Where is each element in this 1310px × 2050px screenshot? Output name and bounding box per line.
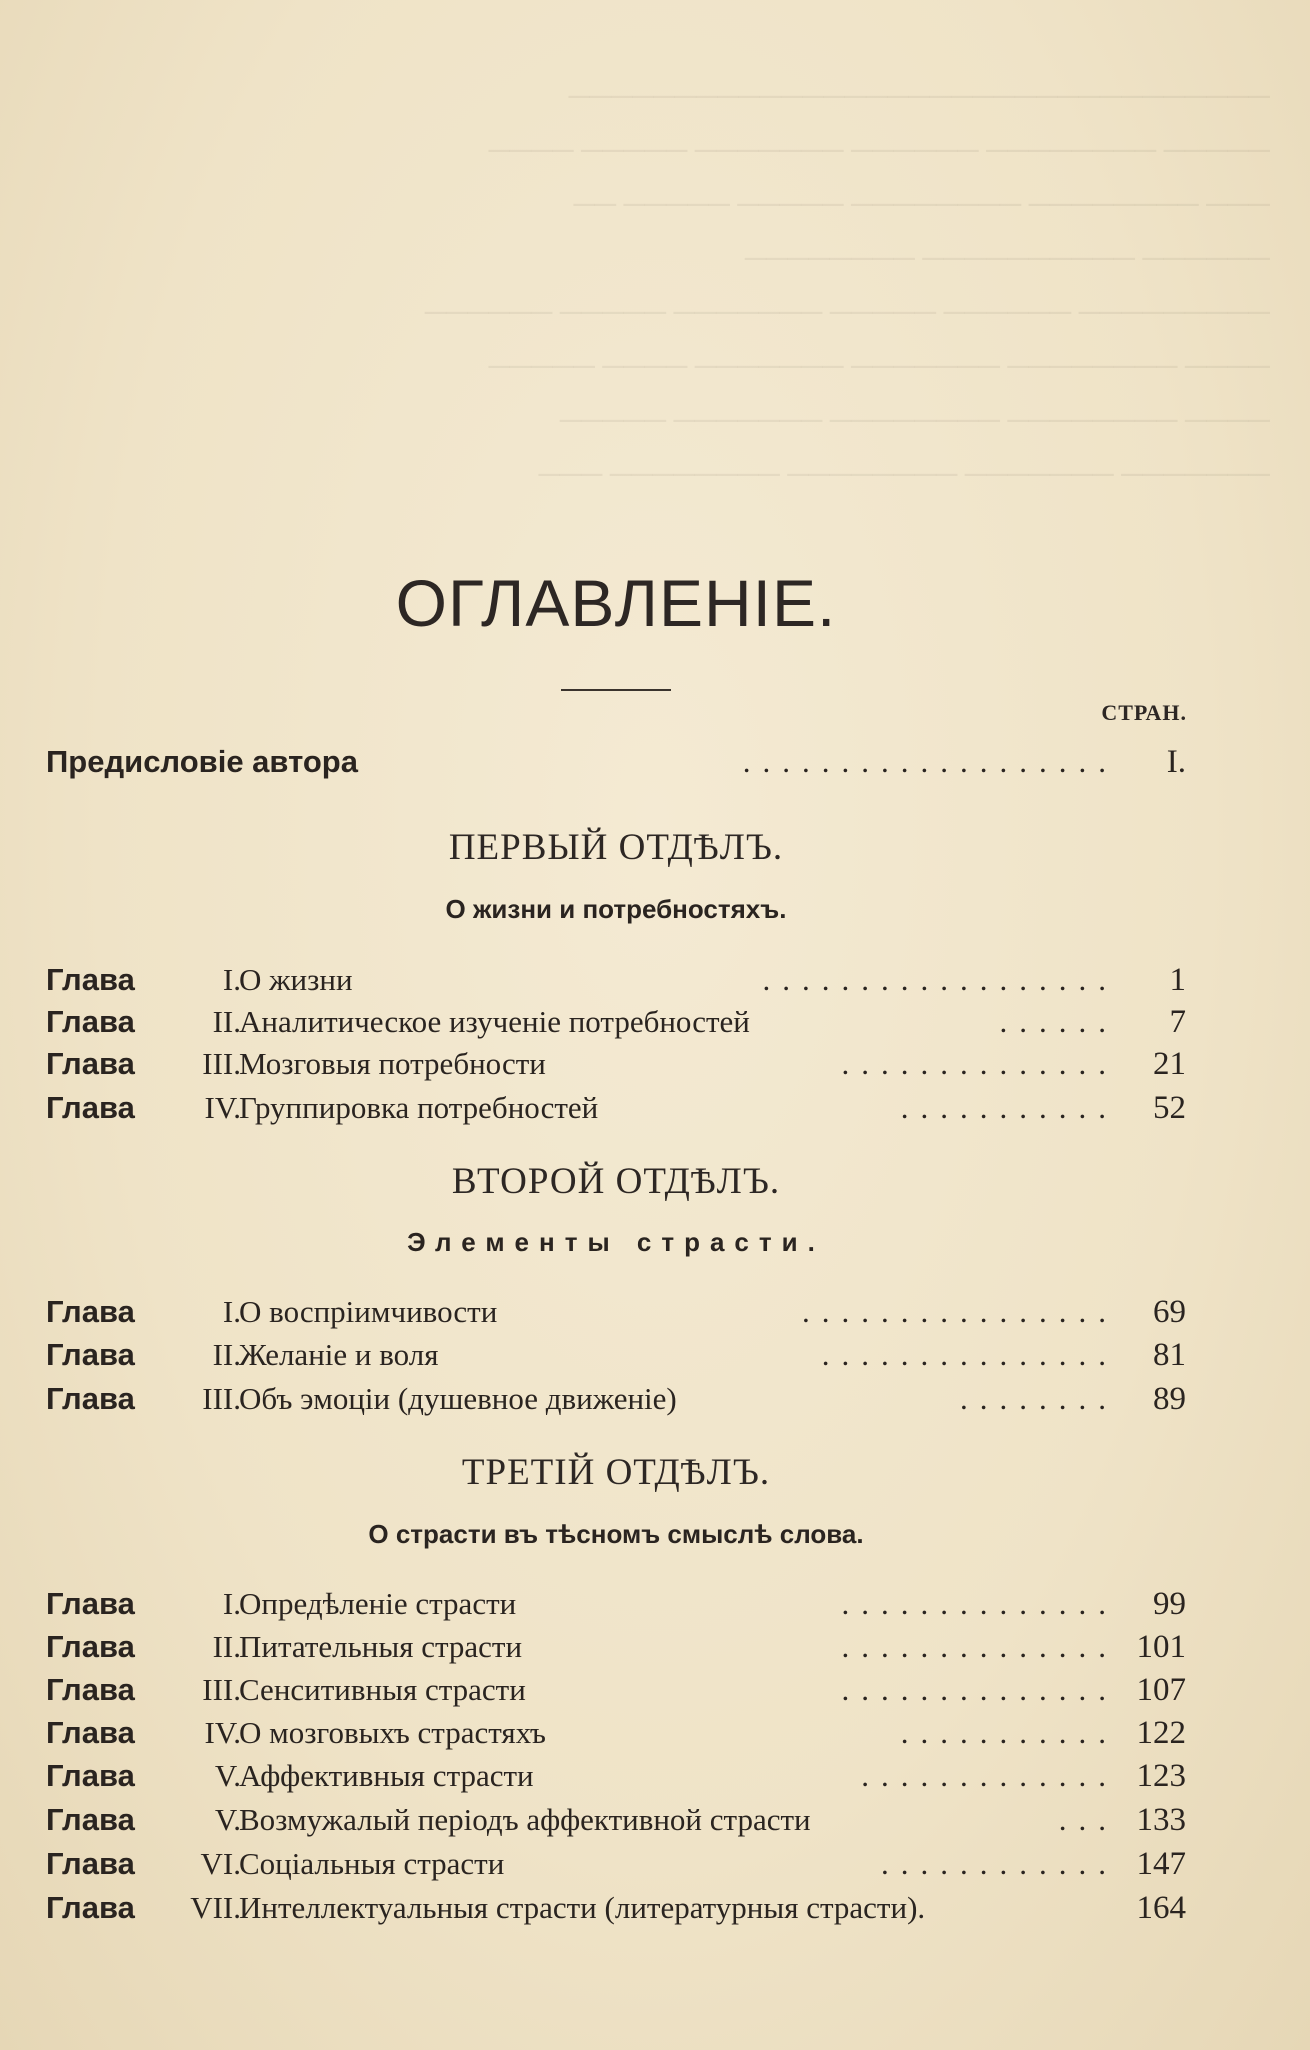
chapter-title: Сенситивныя страсти — [239, 1672, 526, 1707]
section-subtitle-3: О страсти въ тѣсномъ смыслѣ слова. — [368, 1519, 864, 1549]
section-heading-3: ТРЕТІЙ ОТДѢЛЪ. — [461, 1452, 771, 1493]
preface-label: Предисловіе автора — [46, 744, 358, 779]
chapter-title: Мозговыя потребности — [239, 1046, 546, 1081]
chapter-title: Соціальныя страсти — [239, 1846, 505, 1881]
chapter-number: V. — [214, 1802, 241, 1837]
toc-row[interactable] — [46, 1625, 1186, 1669]
toc-row[interactable] — [46, 1754, 1186, 1798]
section-heading-1: ПЕРВЫЙ ОТДѢЛЪ. — [448, 827, 784, 868]
chapter-title: Питательныя страсти — [239, 1629, 523, 1664]
section-subtitle-2: Элементы страсти. — [407, 1227, 825, 1257]
chapter-word: Глава — [46, 1672, 135, 1707]
preface-row[interactable] — [46, 740, 1186, 784]
chapter-word: Глава — [46, 1294, 135, 1329]
leader-dots: ............. — [861, 1758, 1118, 1793]
chapter-page: 52 — [1153, 1090, 1186, 1126]
chapter-title: Возмужалый періодъ аффективной страсти — [239, 1802, 811, 1837]
chapter-word: Глава — [46, 1758, 135, 1793]
chapter-title: Группировка потребностей — [239, 1090, 599, 1125]
toc-row[interactable] — [46, 1582, 1186, 1626]
toc-row[interactable] — [46, 1086, 1186, 1130]
chapter-page: 101 — [1136, 1629, 1186, 1665]
chapter-page: 21 — [1153, 1046, 1186, 1082]
chapter-word: Глава — [46, 1890, 135, 1925]
toc-row[interactable] — [46, 958, 1186, 1002]
chapter-page: 164 — [1136, 1890, 1186, 1926]
chapter-word: Глава — [46, 1586, 135, 1621]
chapter-page: 81 — [1153, 1337, 1186, 1373]
toc-row[interactable] — [46, 1042, 1186, 1086]
section-heading-2: ВТОРОЙ ОТДѢЛЪ. — [451, 1161, 781, 1202]
toc-row[interactable] — [46, 1000, 1186, 1044]
chapter-title: О мозговыхъ страстяхъ — [239, 1715, 546, 1750]
chapter-word: Глава — [46, 1381, 135, 1416]
leader-dots: .............. — [841, 1586, 1118, 1621]
chapter-page: 107 — [1136, 1672, 1186, 1708]
toc-row[interactable] — [46, 1886, 1186, 1930]
toc-row[interactable] — [46, 1290, 1186, 1334]
chapter-number: III. — [202, 1672, 241, 1707]
chapter-word: Глава — [46, 1846, 135, 1881]
chapter-number: I. — [222, 1586, 241, 1621]
chapter-word: Глава — [46, 962, 135, 997]
chapter-word: Глава — [46, 1337, 135, 1372]
leader-dots: ................ — [802, 1294, 1118, 1329]
chapter-title: Объ эмоціи (душевное движеніе) — [239, 1381, 677, 1416]
leader-dots: ... — [1058, 1802, 1118, 1837]
leader-dots: ............... — [821, 1337, 1118, 1372]
chapter-word: Глава — [46, 1802, 135, 1837]
leader-dots: ........ — [960, 1381, 1118, 1416]
toc-row[interactable] — [46, 1798, 1186, 1842]
toc-row[interactable] — [46, 1711, 1186, 1755]
chapter-number: V. — [214, 1758, 241, 1793]
chapter-title: О воспріимчивости — [239, 1294, 498, 1329]
leader-dots: ............ — [881, 1846, 1118, 1881]
leader-dots: .............. — [841, 1629, 1118, 1664]
chapter-title: Интеллектуальныя страсти (литературныя страсти). — [239, 1890, 926, 1925]
toc-row[interactable] — [46, 1668, 1186, 1712]
chapter-number: IV. — [204, 1715, 241, 1750]
chapter-page: 99 — [1153, 1586, 1186, 1622]
chapter-number: VII. — [190, 1890, 241, 1925]
chapter-word: Глава — [46, 1629, 135, 1664]
chapter-page: 123 — [1136, 1758, 1186, 1794]
chapter-number: IV. — [204, 1090, 241, 1125]
chapter-word: Глава — [46, 1004, 135, 1039]
leader-dots: ...... — [999, 1004, 1118, 1039]
chapter-page: 133 — [1136, 1802, 1186, 1838]
chapter-title: Аффективныя страсти — [239, 1758, 534, 1793]
chapter-page: 89 — [1153, 1381, 1186, 1417]
chapter-number: II. — [212, 1629, 241, 1664]
page-title: ОГЛАВЛЕНІЕ. — [395, 566, 837, 640]
toc-row[interactable] — [46, 1377, 1186, 1421]
chapter-word: Глава — [46, 1046, 135, 1081]
chapter-number: I. — [222, 1294, 241, 1329]
section-subtitle-1: О жизни и потребностяхъ. — [445, 894, 787, 924]
preface-page: I. — [1166, 744, 1186, 780]
chapter-page: 69 — [1153, 1294, 1186, 1330]
leader-dots: ................... — [742, 744, 1118, 779]
toc-row[interactable] — [46, 1842, 1186, 1886]
leader-dots: .................. — [762, 962, 1118, 997]
chapter-number: III. — [202, 1381, 241, 1416]
page-column-header: СТРАН. — [1101, 700, 1187, 725]
title-rule — [561, 689, 671, 691]
toc-row[interactable] — [46, 1333, 1186, 1377]
leader-dots: .............. — [841, 1046, 1118, 1081]
chapter-page: 122 — [1136, 1715, 1186, 1751]
chapter-word: Глава — [46, 1090, 135, 1125]
leader-dots: ........... — [900, 1090, 1118, 1125]
chapter-number: I. — [222, 962, 241, 997]
chapter-title: Аналитическое изученіе потребностей — [239, 1004, 750, 1039]
leader-dots: ........... — [900, 1715, 1118, 1750]
chapter-title: Опредѣленіе страсти — [239, 1586, 517, 1621]
chapter-number: II. — [212, 1337, 241, 1372]
chapter-word: Глава — [46, 1715, 135, 1750]
chapter-number: III. — [202, 1046, 241, 1081]
chapter-page: 7 — [1169, 1004, 1186, 1040]
chapter-number: VI. — [200, 1846, 241, 1881]
chapter-page: 147 — [1136, 1846, 1186, 1882]
chapter-title: Желаніе и воля — [239, 1337, 439, 1372]
chapter-number: II. — [212, 1004, 241, 1039]
chapter-page: 1 — [1169, 962, 1186, 998]
bleed-through-text: ───────────────────────────────── ───── ──────── ────── ─────── ───── ──── ─── ──────── ──────── ───── ───── ── ────── ────────── ──────── ───────── ────── ───── ─────── ───── ────── ──── ──────── ─────── ─────── ──── ───── ──── ──────── ──────── ─────── ───── ─────── ─────── ──────── ──────── ─── — [424, 80, 1270, 491]
leader-dots: .............. — [841, 1672, 1118, 1707]
chapter-title: О жизни — [239, 962, 353, 997]
